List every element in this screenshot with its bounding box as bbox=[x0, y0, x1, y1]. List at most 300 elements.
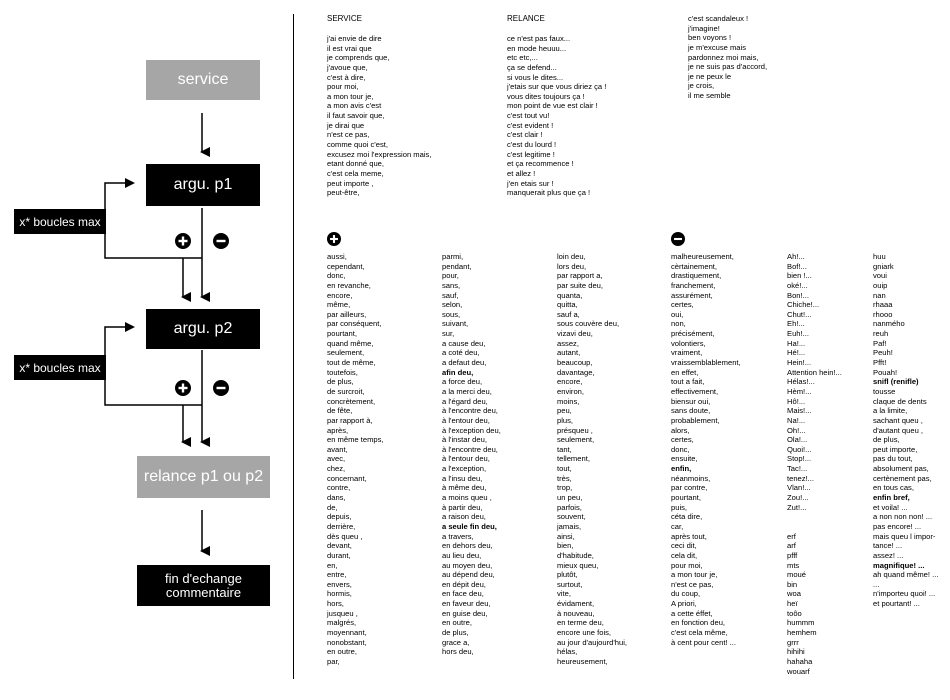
list-item: afin deu, bbox=[442, 367, 474, 377]
list-item: en guise deu, bbox=[442, 608, 488, 618]
list-item: grace a, bbox=[442, 637, 470, 647]
list-item: trop, bbox=[557, 483, 573, 493]
list-item: c'est cela meme, bbox=[327, 168, 384, 178]
list-item: j'avoue que, bbox=[327, 62, 368, 72]
list-item: concernant, bbox=[327, 473, 367, 483]
list-item: cependant, bbox=[327, 261, 365, 271]
list-item: quand même, bbox=[327, 338, 374, 348]
list-item: autant, bbox=[557, 348, 581, 358]
list-item: Hé!... bbox=[787, 348, 806, 358]
list-item: cèrtainement, bbox=[671, 261, 718, 271]
list-item: hemhem bbox=[787, 627, 817, 637]
list-item: beaucoup, bbox=[557, 358, 593, 368]
minus-icon bbox=[671, 232, 685, 246]
list-item: Eh!... bbox=[787, 319, 805, 329]
list-item: volontiers, bbox=[671, 338, 706, 348]
list-item: au lieu deu, bbox=[442, 550, 482, 560]
list-item: oké!... bbox=[787, 280, 808, 290]
list-item: présqueu , bbox=[557, 425, 593, 435]
list-item: surtout, bbox=[557, 579, 583, 589]
relance-box bbox=[137, 456, 270, 498]
list-item: par rapport à, bbox=[327, 415, 373, 425]
list-item: absolument pas, bbox=[873, 464, 929, 474]
fin-echange-label: fin d'echange bbox=[165, 570, 242, 586]
list-item: woa bbox=[787, 589, 801, 599]
list-item: hors, bbox=[327, 599, 344, 609]
list-item: pas encore! ... bbox=[873, 521, 922, 531]
list-item: Ah!... bbox=[787, 252, 805, 261]
list-item: malheureusement, bbox=[671, 252, 734, 261]
list-item: néanmoins, bbox=[671, 473, 711, 483]
list-item: souvent, bbox=[557, 512, 586, 522]
list-item: a cette éffet, bbox=[671, 608, 713, 618]
list-item: en outre, bbox=[327, 647, 357, 657]
list-item: pendant, bbox=[442, 261, 472, 271]
list-item: à l'encontre deu, bbox=[442, 444, 498, 454]
list-item: évidament, bbox=[557, 599, 595, 609]
list-item: effectivement, bbox=[671, 386, 719, 396]
list-item: en dehors deu, bbox=[442, 541, 493, 551]
argu-p1-box bbox=[146, 164, 260, 206]
minus-icon bbox=[213, 380, 229, 396]
list-item: malgrés, bbox=[327, 618, 357, 628]
list-item: nanmého bbox=[873, 319, 905, 329]
list-item: cela dit, bbox=[671, 550, 698, 560]
list-item: Chiche!... bbox=[787, 300, 820, 310]
list-item: à l'entour deu, bbox=[442, 415, 490, 425]
list-item: wouarf bbox=[787, 666, 810, 676]
list-item: pourtant, bbox=[327, 329, 357, 339]
list-item: en terme deu, bbox=[557, 618, 604, 628]
list-item: enfin, bbox=[671, 464, 692, 474]
list-item: c'est clair ! bbox=[507, 130, 543, 140]
list-item: en dépit deu, bbox=[442, 579, 486, 589]
list-item: hélas, bbox=[557, 647, 578, 657]
list-item: pour, bbox=[442, 271, 459, 281]
minus-icon bbox=[213, 233, 229, 249]
list-item: de, bbox=[327, 502, 338, 512]
list-item: jamais, bbox=[557, 521, 582, 531]
list-item: du coup, bbox=[671, 589, 701, 599]
list-item: au jour d'aujourd'hui, bbox=[557, 637, 628, 647]
list-item: Oh!... bbox=[787, 425, 806, 435]
list-item: donc, bbox=[671, 444, 690, 454]
list-item: dès queu , bbox=[327, 531, 363, 541]
list-item: en fonction deu, bbox=[671, 618, 726, 628]
list-item: il me semble bbox=[688, 91, 731, 101]
list-item: erf bbox=[787, 531, 796, 541]
list-item: a cause deu, bbox=[442, 338, 486, 348]
list-item: parmi, bbox=[442, 252, 464, 261]
list-item: peut importe, bbox=[873, 444, 918, 454]
list-item: loin deu, bbox=[557, 252, 586, 261]
list-item: toôo bbox=[787, 608, 802, 618]
list-item: j'imagine! bbox=[688, 23, 720, 33]
list-item: précisément, bbox=[671, 329, 715, 339]
list-item: oui, bbox=[671, 309, 684, 319]
list-item: aussi, bbox=[327, 252, 347, 261]
list-item: Hèm!... bbox=[787, 386, 812, 396]
list-item: Pouah! bbox=[873, 367, 898, 377]
list-item: bien !... bbox=[787, 271, 812, 281]
minus-connectors-col-1 bbox=[671, 252, 741, 647]
list-item: sauf a, bbox=[557, 309, 580, 319]
list-item: tout, bbox=[557, 464, 572, 474]
list-item: par contre, bbox=[671, 483, 708, 493]
list-item: hummm bbox=[787, 618, 815, 628]
vertical-divider bbox=[293, 14, 294, 679]
argu-p2-box bbox=[146, 309, 260, 349]
list-item: Mais!... bbox=[787, 406, 812, 416]
minus-interjections-col-3 bbox=[873, 252, 938, 609]
list-item: vraissemblablement, bbox=[671, 358, 741, 368]
list-item: de plus, bbox=[873, 435, 900, 445]
list-item: en effet, bbox=[671, 367, 699, 377]
plus-connectors-col-2 bbox=[442, 252, 501, 657]
list-item: vous dites toujours ça ! bbox=[507, 91, 585, 101]
list-item: tout de même, bbox=[327, 358, 376, 368]
list-item: Stop!... bbox=[787, 454, 812, 464]
list-item: alors, bbox=[671, 425, 690, 435]
list-item: ouip bbox=[873, 280, 888, 290]
list-item: donc, bbox=[327, 271, 346, 281]
list-item: a non non non! ... bbox=[873, 512, 933, 522]
service-label: service bbox=[177, 71, 229, 88]
list-item: a force deu, bbox=[442, 377, 483, 387]
list-item: a travers, bbox=[442, 531, 474, 541]
list-item: par rapport a, bbox=[557, 271, 603, 281]
list-item: a l'exception, bbox=[442, 464, 487, 474]
list-item: au dépend deu, bbox=[442, 570, 495, 580]
argu-p1-label: argu. p1 bbox=[173, 176, 233, 193]
list-item: parfois, bbox=[557, 502, 582, 512]
list-item: Zut!... bbox=[787, 502, 807, 512]
list-item: sans, bbox=[442, 280, 461, 290]
list-item: pfff bbox=[787, 550, 798, 560]
list-item: snifl (renifle) bbox=[873, 377, 919, 387]
list-item: rhaaa bbox=[873, 300, 893, 310]
list-item bbox=[787, 512, 842, 522]
list-item: Ola!... bbox=[787, 435, 808, 445]
loop-label-2-text: x* boucles max bbox=[19, 360, 101, 375]
list-item: certènement pas, bbox=[873, 473, 932, 483]
list-item: à partir deu, bbox=[442, 502, 483, 512]
list-item: toutefois, bbox=[327, 367, 358, 377]
list-item: hihihi bbox=[787, 647, 805, 657]
list-item: en, bbox=[327, 560, 338, 570]
list-item: plus, bbox=[557, 415, 574, 425]
list-item: assez, bbox=[557, 338, 579, 348]
list-item: arf bbox=[787, 541, 796, 551]
list-item: moué bbox=[787, 570, 806, 580]
list-item: suivant, bbox=[442, 319, 469, 329]
list-item: Tac!... bbox=[787, 464, 808, 474]
list-item: envers, bbox=[327, 579, 352, 589]
list-item: par ailleurs, bbox=[327, 309, 367, 319]
list-item: huu bbox=[873, 252, 886, 261]
list-item: a mon tour je, bbox=[327, 91, 374, 101]
list-item: après, bbox=[327, 425, 349, 435]
list-item: en revanche, bbox=[327, 280, 371, 290]
list-item: moyennant, bbox=[327, 627, 367, 637]
relance-phrases-list-2 bbox=[688, 14, 767, 101]
list-item: entre, bbox=[327, 570, 347, 580]
list-item: probablement, bbox=[671, 415, 720, 425]
list-item: Hélas!... bbox=[787, 377, 815, 387]
list-item: de plus, bbox=[442, 627, 469, 637]
list-item: n'est ce pas, bbox=[671, 579, 714, 589]
list-item: bien, bbox=[557, 541, 574, 551]
list-item: d'habitude, bbox=[557, 550, 594, 560]
loop-label-1 bbox=[14, 209, 106, 234]
list-item: vraiment, bbox=[671, 348, 703, 358]
list-item: heureusement, bbox=[557, 656, 608, 666]
list-item: si vous le dites... bbox=[507, 72, 564, 82]
commentaire-label: commentaire bbox=[165, 584, 242, 600]
list-item: a mon avis c'est bbox=[327, 101, 382, 111]
list-item: durant, bbox=[327, 550, 351, 560]
list-item: ah quand même! ... bbox=[873, 570, 939, 580]
list-item: manquerait plus que ça ! bbox=[507, 188, 591, 198]
list-item: j'etais sur que vous diriez ça ! bbox=[507, 82, 607, 92]
list-item: concrètement, bbox=[327, 396, 376, 406]
list-item: et allez ! bbox=[507, 168, 536, 178]
list-item: a coté deu, bbox=[442, 348, 480, 358]
list-item: c'est cela même, bbox=[671, 627, 728, 637]
list-item: il faut savoir que, bbox=[327, 111, 385, 121]
list-item: Zou!... bbox=[787, 493, 809, 503]
list-item: à même deu, bbox=[442, 483, 487, 493]
list-item: non, bbox=[671, 319, 686, 329]
argu-p2-label: argu. p2 bbox=[173, 320, 233, 337]
list-item: biensur oui, bbox=[671, 396, 711, 406]
list-item: par suite deu, bbox=[557, 280, 604, 290]
list-item: Peuh! bbox=[873, 348, 893, 358]
list-item: Attention hein!... bbox=[787, 367, 842, 377]
list-item: d'autant queu , bbox=[873, 425, 924, 435]
list-item: plutôt, bbox=[557, 570, 578, 580]
list-item: céta dire, bbox=[671, 512, 703, 522]
list-item: Hô!... bbox=[787, 396, 806, 406]
list-item: encore, bbox=[327, 290, 353, 300]
list-item: Na!... bbox=[787, 415, 806, 425]
list-item: après tout, bbox=[671, 531, 707, 541]
loop-label-2 bbox=[14, 355, 106, 380]
list-item: c'est legitime ! bbox=[507, 149, 555, 159]
list-item: comme quoi c'est, bbox=[327, 140, 388, 150]
list-item: reuh bbox=[873, 329, 889, 339]
loop-label-1-text: x* boucles max bbox=[19, 214, 101, 229]
list-item: peu, bbox=[557, 406, 572, 416]
list-item: depuis, bbox=[327, 512, 352, 522]
list-item: à l'instar deu, bbox=[442, 435, 487, 445]
list-item: hors deu, bbox=[442, 647, 474, 657]
list-item: de plus, bbox=[327, 377, 354, 387]
list-item: chez, bbox=[327, 464, 346, 474]
list-item: Bof!... bbox=[787, 261, 807, 271]
list-item: assurément, bbox=[671, 290, 713, 300]
list-item: ça se defend... bbox=[507, 62, 557, 72]
relance-header: RELANCE bbox=[507, 14, 545, 23]
list-item: tellement, bbox=[557, 454, 590, 464]
list-item: je dirai que bbox=[327, 120, 365, 130]
list-item: avec, bbox=[327, 454, 346, 464]
list-item: par, bbox=[327, 656, 340, 666]
list-item: hormis, bbox=[327, 589, 352, 599]
list-item: sauf, bbox=[442, 290, 459, 300]
list-item: ben voyons ! bbox=[688, 33, 732, 43]
list-item: certes, bbox=[671, 435, 694, 445]
list-item: excusez moi l'expression mais, bbox=[327, 149, 432, 159]
list-item: davantage, bbox=[557, 367, 595, 377]
list-item: ainsi, bbox=[557, 531, 575, 541]
list-item: dans, bbox=[327, 493, 346, 503]
list-item: a raison deu, bbox=[442, 512, 486, 522]
list-item: selon, bbox=[442, 300, 463, 310]
list-item: hahaha bbox=[787, 656, 813, 666]
list-item: gniark bbox=[873, 261, 894, 271]
list-item: grrr bbox=[787, 637, 799, 647]
plus-connectors-col-1 bbox=[327, 252, 384, 667]
list-item: tenez!... bbox=[787, 473, 815, 483]
list-item: j'ai envie de dire bbox=[327, 34, 382, 43]
list-item: sur, bbox=[442, 329, 455, 339]
relance-phrases-list bbox=[507, 34, 606, 198]
list-item: Paf! bbox=[873, 338, 887, 348]
list-item: moins, bbox=[557, 396, 580, 406]
list-item: contre, bbox=[327, 483, 351, 493]
list-item: c'est du lourd ! bbox=[507, 140, 557, 150]
plus-icon bbox=[175, 380, 191, 396]
list-item: je crois, bbox=[688, 81, 715, 91]
list-item: a seule fin deu, bbox=[442, 521, 497, 531]
list-item: pourtant, bbox=[671, 493, 701, 503]
list-item: rhooo bbox=[873, 309, 893, 319]
list-item: encore une fois, bbox=[557, 627, 612, 637]
list-item: c'est à dire, bbox=[327, 72, 366, 82]
list-item: nonobstant, bbox=[327, 637, 367, 647]
list-item: de surcroit, bbox=[327, 386, 365, 396]
list-item: en faveur deu, bbox=[442, 599, 491, 609]
list-item: il est vrai que bbox=[327, 43, 372, 53]
list-item: a defaut deu, bbox=[442, 358, 487, 368]
list-item: et ça recommence ! bbox=[507, 159, 574, 169]
list-item: c'est scandaleux ! bbox=[688, 14, 749, 23]
list-item: magnifique! ... bbox=[873, 560, 925, 570]
list-item: a l'insu deu, bbox=[442, 473, 483, 483]
list-item: en tous cas, bbox=[873, 483, 914, 493]
list-item: voui bbox=[873, 271, 887, 281]
list-item: j'en etais sur ! bbox=[507, 178, 554, 188]
list-item: franchement, bbox=[671, 280, 716, 290]
list-item: seulement, bbox=[557, 435, 595, 445]
list-item: c'est tout vu! bbox=[507, 111, 550, 121]
list-item: en outre, bbox=[442, 618, 472, 628]
list-item: pas du tout, bbox=[873, 454, 913, 464]
list-item: Vlan!... bbox=[787, 483, 811, 493]
list-item: je m'excuse mais bbox=[688, 42, 746, 52]
list-item: un peu, bbox=[557, 493, 583, 503]
list-item: a moins queu , bbox=[442, 493, 492, 503]
list-item: pour moi, bbox=[327, 82, 359, 92]
list-item bbox=[787, 522, 842, 532]
list-item: pour moi, bbox=[671, 560, 703, 570]
list-item: enfin bref, bbox=[873, 493, 910, 503]
list-item: A priori, bbox=[671, 599, 697, 609]
list-item: à l'encontre deu, bbox=[442, 406, 498, 416]
list-item: Bon!... bbox=[787, 290, 809, 300]
list-item: quitta, bbox=[557, 300, 578, 310]
list-item: Euh!... bbox=[787, 329, 809, 339]
list-item: et pourtant! ... bbox=[873, 599, 920, 609]
list-item: très, bbox=[557, 473, 572, 483]
list-item: par conséquent, bbox=[327, 319, 382, 329]
list-item: à l'exception deu, bbox=[442, 425, 501, 435]
list-item: sous couvère deu, bbox=[557, 319, 620, 329]
list-item: etc etc,... bbox=[507, 53, 538, 63]
list-item: je ne suis pas d'accord, bbox=[688, 62, 768, 72]
list-item: de fête, bbox=[327, 406, 353, 416]
list-item: puis, bbox=[671, 502, 688, 512]
list-item: avant, bbox=[327, 444, 348, 454]
list-item: peut-être, bbox=[327, 188, 360, 198]
list-item: ceci dit, bbox=[671, 541, 697, 551]
list-item: même, bbox=[327, 300, 351, 310]
list-item: Pfft! bbox=[873, 358, 887, 368]
list-item: drastiquement, bbox=[671, 271, 722, 281]
list-item: n'est ce pas, bbox=[327, 130, 370, 140]
list-item: sous, bbox=[442, 309, 461, 319]
service-box bbox=[146, 60, 260, 100]
list-item: au moyen deu, bbox=[442, 560, 493, 570]
list-item: derrière, bbox=[327, 521, 356, 531]
list-item: jusqueu , bbox=[327, 608, 358, 618]
list-item: à nouveau, bbox=[557, 608, 595, 618]
list-item: en face deu, bbox=[442, 589, 484, 599]
plus-connectors-col-3 bbox=[557, 252, 627, 667]
list-item: c'est evident ! bbox=[507, 120, 554, 130]
service-header: SERVICE bbox=[327, 14, 362, 23]
list-item: Hein!... bbox=[787, 358, 812, 368]
list-item: quanta, bbox=[557, 290, 583, 300]
list-item: a la limite, bbox=[873, 406, 908, 416]
list-item: sans doute, bbox=[671, 406, 711, 416]
list-item: certes, bbox=[671, 300, 694, 310]
list-item: en mode heuuu... bbox=[507, 43, 567, 53]
list-item: lors deu, bbox=[557, 261, 587, 271]
list-item: pardonnez moi mais, bbox=[688, 52, 759, 62]
list-item: ... bbox=[873, 579, 880, 589]
list-item: encore, bbox=[557, 377, 583, 387]
list-item: ensuite, bbox=[671, 454, 698, 464]
list-item: car, bbox=[671, 521, 684, 531]
list-item: mais queu l impor- bbox=[873, 531, 936, 541]
list-item: je comprends que, bbox=[327, 53, 390, 63]
list-item: tance! ... bbox=[873, 541, 903, 551]
list-item: claque de dents bbox=[873, 396, 927, 406]
list-item: seulement, bbox=[327, 348, 365, 358]
relance-label: relance p1 ou p2 bbox=[143, 468, 264, 485]
list-item: Ha!... bbox=[787, 338, 806, 348]
plus-icon bbox=[327, 232, 341, 246]
service-phrases-list bbox=[327, 34, 431, 198]
list-item: heï bbox=[787, 599, 798, 609]
list-item: vizavi deu, bbox=[557, 329, 593, 339]
list-item: à l'entour deu, bbox=[442, 454, 490, 464]
list-item: je ne peux le bbox=[688, 71, 732, 81]
list-item: peut importe , bbox=[327, 178, 374, 188]
list-item: mon point de vue est clair ! bbox=[507, 101, 598, 111]
